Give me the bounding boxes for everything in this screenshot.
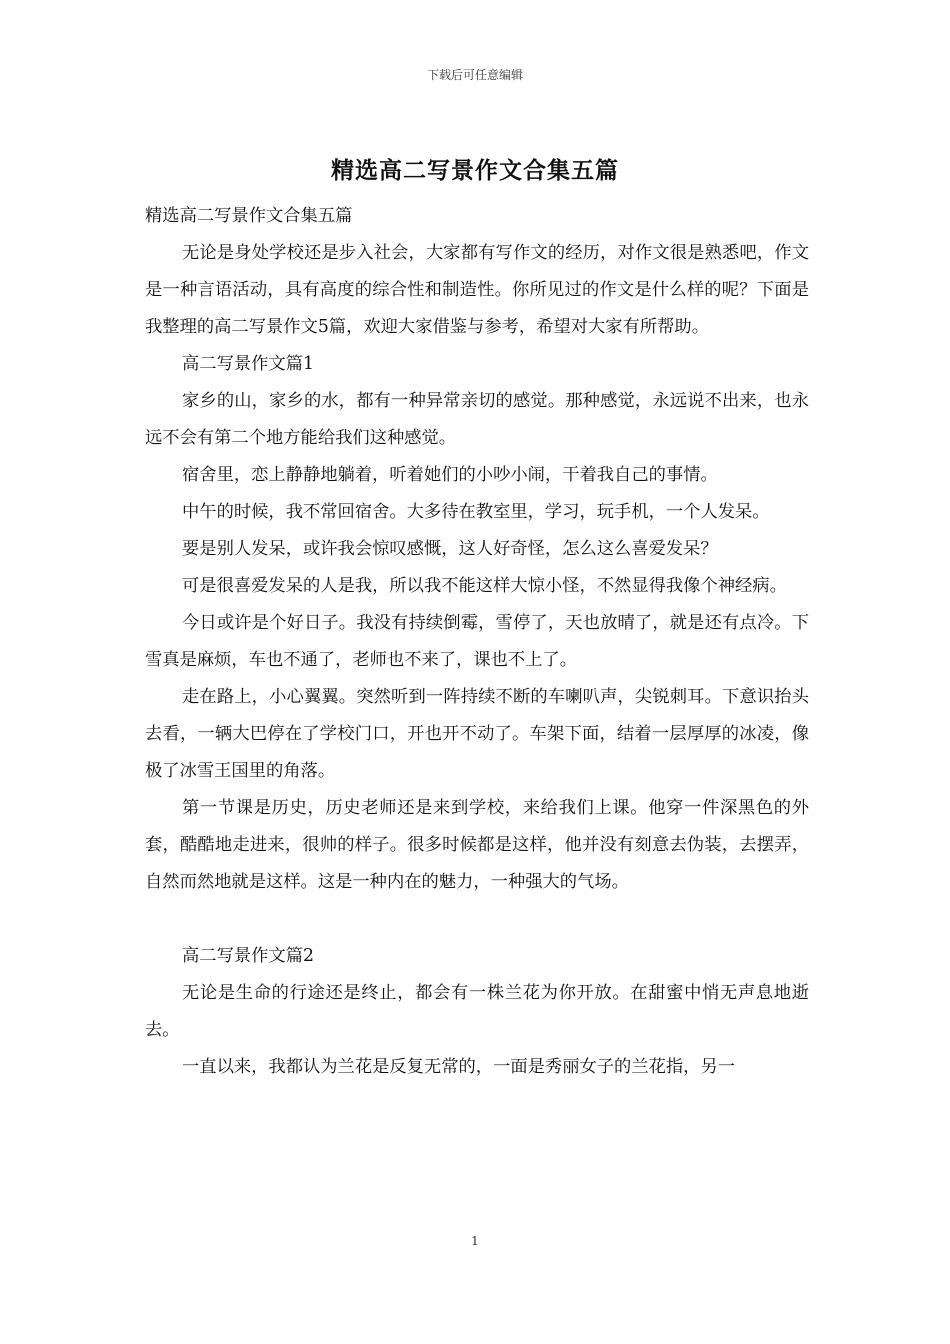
document-body [145, 198, 809, 1086]
body-paragraph: 无论是生命的行途还是终止，都会有一株兰花为你开放。在甜蜜中悄无声息地逝去。 [145, 983, 809, 1040]
body-paragraph: 今日或许是个好日子。我没有持续倒霉，雪停了，天也放晴了，就是还有点冷。下雪真是麻烦，车也不通了，老师也不来了，课也不上了。 [145, 613, 809, 670]
page-header-note: 下载后可任意编辑 [426, 68, 523, 82]
section-heading-1: 高二写景作文篇1 [182, 354, 314, 374]
document-subtitle: 精选高二写景作文合集五篇 [145, 206, 353, 226]
intro-paragraph: 无论是身处学校还是步入社会，大家都有写作文的经历，对作文很是熟悉吧，作文是一种言语活动，具有高度的综合性和制造性。你所见过的作文是什么样的呢？下面是我整理的高二写景作文5篇，欢迎大家借鉴与参考，希望对大家有所帮助。 [145, 243, 809, 337]
section-heading-2: 高二写景作文篇2 [182, 946, 314, 966]
body-paragraph: 宿舍里，恋上静静地躺着，听着她们的小吵小闹，干着我自己的事情。 [182, 465, 718, 485]
paragraph-spacer [145, 901, 809, 938]
body-paragraph: 第一节课是历史，历史老师还是来到学校，来给我们上课。他穿一件深黑色的外套，酷酷地走进来，很帅的样子。很多时候都是这样，他并没有刻意去伪装，去摆弄，自然而然地就是这样。这是一种内在的魅力，一种强大的气场。 [145, 798, 809, 892]
body-paragraph: 中午的时候，我不常回宿舍。大多待在教室里，学习，玩手机，一个人发呆。 [182, 502, 770, 522]
body-paragraph: 要是别人发呆，或许我会惊叹感慨，这人好奇怪，怎么这么喜爱发呆？ [182, 539, 718, 559]
body-paragraph: 走在路上，小心翼翼。突然听到一阵持续不断的车喇叭声，尖锐刺耳。下意识抬头去看，一辆大巴停在了学校门口，开也开不动了。车架下面，结着一层厚厚的冰凌，像极了冰雪王国里的角落。 [145, 687, 809, 781]
body-paragraph: 家乡的山，家乡的水，都有一种异常亲切的感觉。那种感觉，永远说不出来，也永远不会有第二个地方能给我们这种感觉。 [145, 391, 809, 448]
body-paragraph: 可是很喜爱发呆的人是我，所以我不能这样大惊小怪，不然显得我像个神经病。 [182, 576, 787, 596]
document-title: 精选高二写景作文合集五篇 [331, 157, 619, 184]
page-number: 1 [471, 1234, 479, 1248]
body-paragraph: 一直以来，我都认为兰花是反复无常的，一面是秀丽女子的兰花指，另一 [182, 1057, 736, 1077]
